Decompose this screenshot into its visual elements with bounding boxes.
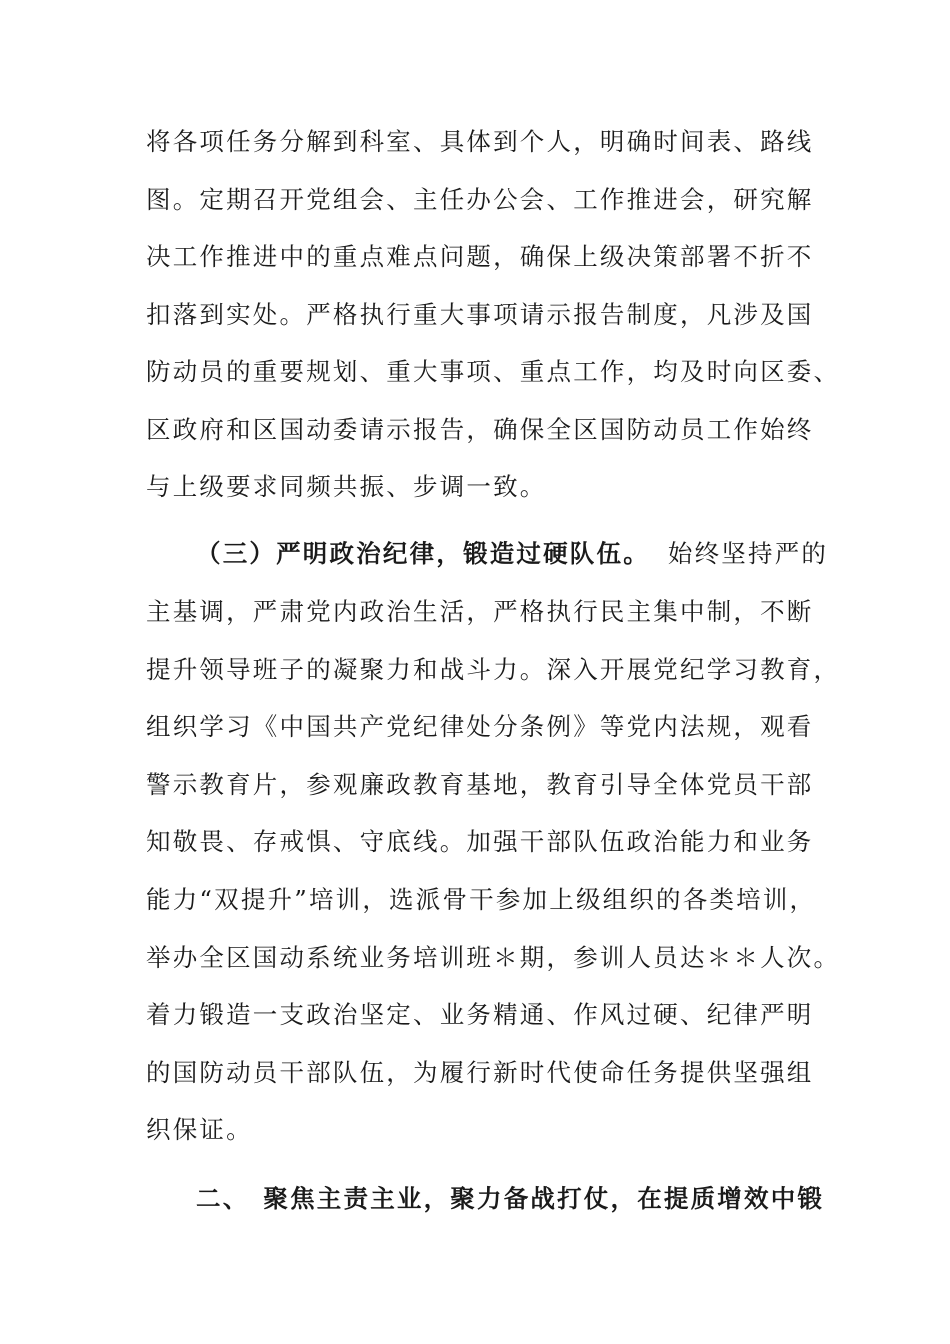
paragraph-line: 图。定期召开党组会、主任办公会、工作推进会，研究解 bbox=[146, 185, 814, 214]
paragraph-line: 区政府和区国动委请示报告，确保全区国防动员工作始终 bbox=[146, 415, 814, 444]
paragraph-line: 着力锻造一支政治坚定、业务精通、作风过硬、纪律严明 bbox=[146, 1000, 814, 1029]
paragraph-line: 决工作推进中的重点难点问题，确保上级决策部署不折不 bbox=[146, 242, 814, 271]
paragraph-line: 知敬畏、存戒惧、守底线。加强干部队伍政治能力和业务 bbox=[146, 827, 814, 856]
paragraph-line: 主基调，严肃党内政治生活，严格执行民主集中制，不断 bbox=[146, 597, 814, 626]
paragraph-line: 的国防动员干部队伍，为履行新时代使命任务提供坚强组 bbox=[146, 1058, 814, 1087]
paragraph-line: 与上级要求同频共振、步调一致。 bbox=[146, 472, 547, 501]
paragraph-line: 提升领导班子的凝聚力和战斗力。深入开展党纪学习教育， bbox=[146, 655, 841, 684]
section-3-first-line-text: 始终坚持严的 bbox=[667, 539, 829, 568]
paragraph-line: 织保证。 bbox=[146, 1115, 253, 1144]
section-2-number: 二、 bbox=[196, 1184, 250, 1213]
section-3-first-line bbox=[196, 539, 829, 569]
paragraph-line: 举办全区国动系统业务培训班＊期，参训人员达＊＊人次。 bbox=[146, 943, 841, 972]
section-3-heading: （三）严明政治纪律，锻造过硬队伍。 bbox=[196, 539, 650, 568]
section-2-title: 聚焦主责主业，聚力备战打仗，在提质增效中锻 bbox=[263, 1184, 825, 1213]
paragraph-line: 组织学习《中国共产党纪律处分条例》等党内法规，观看 bbox=[146, 712, 814, 741]
paragraph-line: 将各项任务分解到科室、具体到个人，明确时间表、路线 bbox=[146, 127, 814, 156]
paragraph-line: 能力“双提升”培训，选派骨干参加上级组织的各类培训， bbox=[146, 885, 817, 914]
paragraph-line: 防动员的重要规划、重大事项、重点工作，均及时向区委、 bbox=[146, 357, 841, 386]
paragraph-line: 扣落到实处。严格执行重大事项请示报告制度，凡涉及国 bbox=[146, 300, 814, 329]
paragraph-line: 警示教育片，参观廉政教育基地，教育引导全体党员干部 bbox=[146, 770, 814, 799]
section-2-heading bbox=[196, 1184, 825, 1214]
